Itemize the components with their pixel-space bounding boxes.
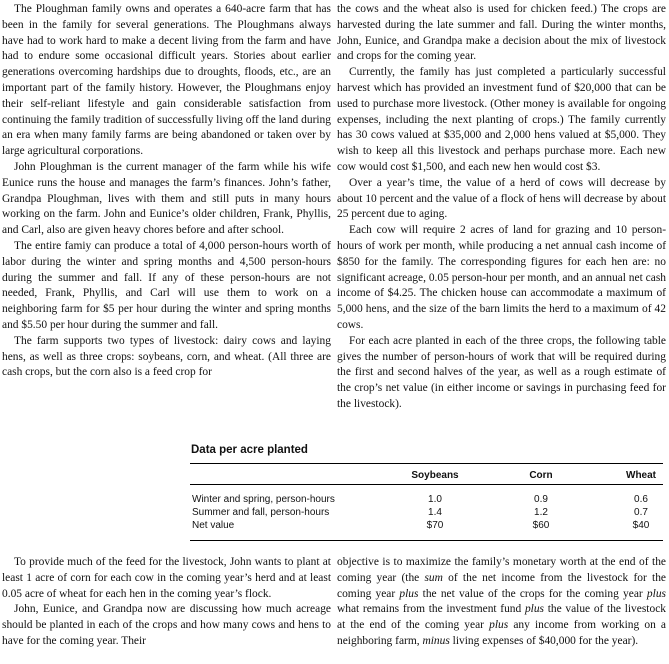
paragraph: John Ploughman is the current manager of the farm while his wife Eunice runs the house and manages the farm’s finances. John’s father, Grandpa Ploughman, lives with them and still puts in many hours working on the farm. John and Eunice’s older children, Frank, Phyllis, and Carl, also are given heavy chores before and after school. bbox=[2, 160, 331, 237]
table-rule bbox=[190, 463, 663, 464]
table-cell: $40 bbox=[632, 520, 650, 531]
table-cell: 0.9 bbox=[534, 494, 548, 505]
table-header-corn: Corn bbox=[529, 470, 553, 481]
table-row-label: Summer and fall, person-hours bbox=[192, 507, 330, 518]
paragraph: John, Eunice, and Grandpa now are discussing how much acreage should be planted in each of the crops and how many cows and hens to have for the coming year. Their bbox=[2, 603, 331, 647]
table-rule bbox=[190, 484, 663, 485]
paragraph: The Ploughman family owns and operates a 640-acre farm that has been in the family for several generations. The Ploughmans always have had to work hard to make a decent living from the farm and have had to endure some occasional difficult years. Stories about earlier generations overcoming hardships due to droughts, floods, etc., are an important part of the family history. However, the Ploughmans enjoy their self-reliant lifestyle and gain considerable satisfaction from continuing the family tradition of successfully living off the land during an era when many family farms are being abandoned or taken over by large agricultural corporations. bbox=[2, 3, 331, 158]
table-header-soybeans: Soybeans bbox=[411, 470, 459, 481]
paragraph: To provide much of the feed for the livestock, John wants to plant at least 1 acre of corn for each cow in the coming year’s herd and at least 0.05 acre of wheat for each hen in the coming year’s flock. bbox=[2, 556, 331, 600]
table-row-label: Winter and spring, person-hours bbox=[192, 494, 335, 505]
paragraph: The farm supports two types of livestock: dairy cows and laying hens, as well as three crops: soybeans, corn, and wheat. (All three are cash crops, but the corn also is a feed crop for bbox=[2, 334, 331, 379]
table-header-wheat: Wheat bbox=[626, 470, 656, 481]
table-cell: 1.4 bbox=[428, 507, 442, 518]
table-cell: 0.6 bbox=[634, 494, 648, 505]
paragraph: the cows and the wheat also is used for chicken feed.) The crops are harvested during the late summer and fall. During the winter months, John, Eunice, and Grandpa make a decision about the mix of livestock and crops for the coming year. bbox=[337, 3, 666, 63]
table-row-label: Net value bbox=[192, 520, 235, 531]
paragraph: The entire famiy can produce a total of 4,000 person-hours worth of labor during the winter and spring months and 4,500 person-hours during the summer and fall. If any of these person-hours are not needed, Frank, Phyllis, and Carl will use them to work on a neighboring farm for $5 per hour during the winter and spring months and $5.50 per hour during the summer and fall. bbox=[2, 239, 331, 331]
paragraph: Each cow will require 2 acres of land for grazing and 10 person-hours of work per month, while producing a net annual cash income of $850 for the family. The corresponding figures for each hen are: no significant acreage, 0.05 person-hour per month, and an annual net cash income of $4.25. The chicken house can accommodate a maximum of 5,000 hens, and the size of the barn limits the herd to a maximum of 42 cows. bbox=[337, 224, 666, 331]
text-column-bottom-left bbox=[2, 555, 331, 650]
paragraph: Currently, the family has just completed a particularly successful harvest which has provided an investment fund of $20,000 that can be used to purchase more livestock. (Other money is available for ongoing expenses, including the next planting of crops.) The family currently has 30 cows valued at $35,000 and 2,000 hens valued at $5,000. They wish to keep all this livestock and perhaps purchase more. Each new cow would cost $1,500, and each new hen would cost $3. bbox=[337, 66, 666, 173]
paragraph: Over a year’s time, the value of a herd of cows will decrease by about 10 percent and the value of a flock of hens will decrease by about 25 percent due to aging. bbox=[337, 176, 666, 221]
paragraph: objective is to maximize the family’s monetary worth at the end of the coming year (the sum of the net income from the livestock for the coming year plus the net value of the crops for the coming year plus what remains from the investment fund plus the value of the livestock at the end of the coming year plus any income from working on a neighboring farm, minus living expenses of $40,000 for the year). bbox=[337, 556, 667, 647]
text-column-bottom-right bbox=[337, 555, 666, 650]
table-rule bbox=[190, 540, 663, 541]
paragraph: For each acre planted in each of the three crops, the following table gives the number of person-hours of work that will be required during the first and second halves of the year, as well as a rough estimate of the crop’s net value (in either income or savings in purchasing feed for the livestock). bbox=[337, 334, 666, 410]
text-column-top-left bbox=[2, 2, 331, 381]
table-cell: $60 bbox=[532, 520, 550, 531]
table-cell: 0.7 bbox=[634, 507, 648, 518]
text-column-top-right bbox=[337, 2, 666, 413]
table-title: Data per acre planted bbox=[191, 444, 308, 456]
table-cell: $70 bbox=[426, 520, 444, 531]
data-table bbox=[190, 444, 663, 542]
table-cell: 1.2 bbox=[534, 507, 548, 518]
table-cell: 1.0 bbox=[428, 494, 442, 505]
